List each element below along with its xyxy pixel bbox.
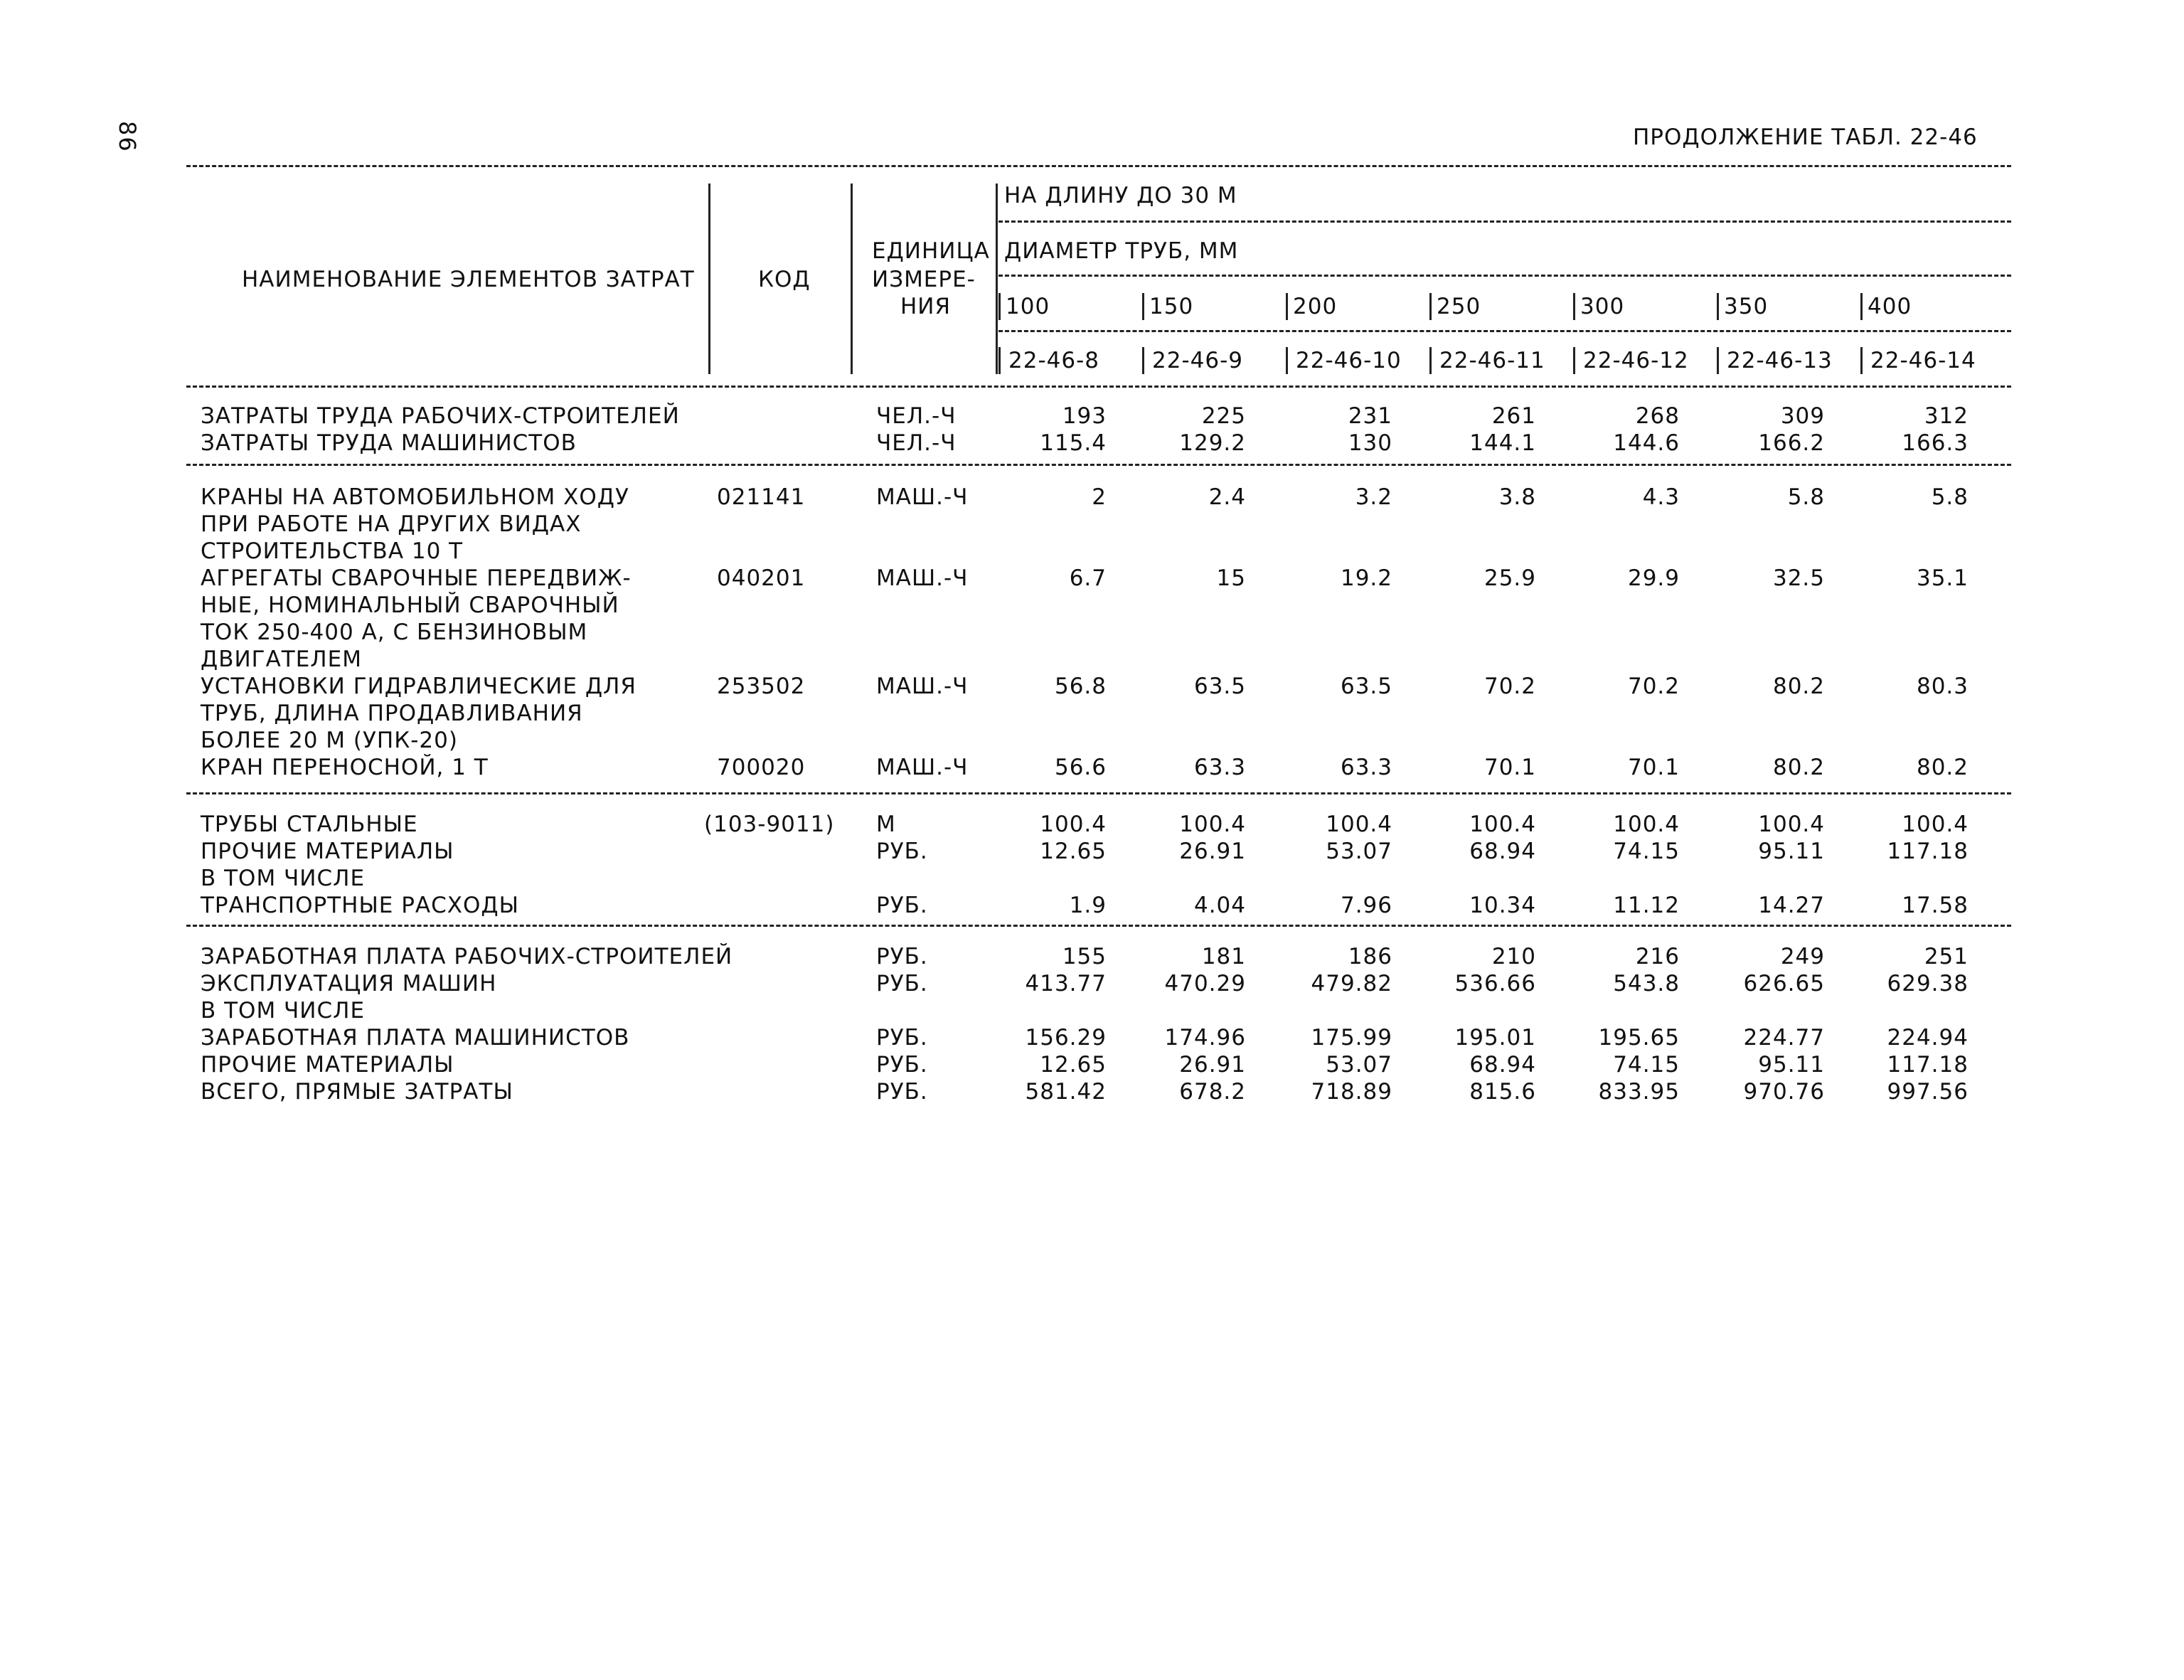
row-unit: М — [876, 812, 896, 837]
value-cell: 166.3 — [1902, 430, 1969, 456]
value-cell: 53.07 — [1326, 839, 1392, 864]
row-name: ВСЕГО, ПРЯМЫЕ ЗАТРАТЫ — [201, 1079, 513, 1105]
value-cell: 249 — [1780, 944, 1825, 969]
value-cell: 100.4 — [1326, 812, 1392, 837]
value-cell: 17.58 — [1902, 893, 1969, 918]
value-cell: 413.77 — [1025, 971, 1107, 996]
row-code: 040201 — [717, 565, 806, 591]
row-name: ПРОЧИЕ МАТЕРИАЛЫ — [201, 1052, 454, 1078]
value-cell: 2.4 — [1208, 484, 1246, 510]
value-cell: 95.11 — [1758, 1052, 1825, 1078]
value-cell: 100.4 — [1902, 812, 1969, 837]
value-cell: 195.01 — [1454, 1025, 1536, 1051]
value-cell: 80.3 — [1916, 674, 1969, 699]
row-unit: ЧЕЛ.-Ч — [876, 403, 957, 429]
row-name: ЗАТРАТЫ ТРУДА РАБОЧИХ-СТРОИТЕЛЕЙ — [201, 403, 680, 429]
value-cell: 181 — [1201, 944, 1246, 969]
row-unit: МАШ.-Ч — [876, 565, 969, 591]
value-cell: 186 — [1348, 944, 1392, 969]
column-separator — [1142, 293, 1144, 320]
row-name: В ТОМ ЧИСЛЕ — [201, 866, 366, 891]
value-cell: 815.6 — [1469, 1079, 1536, 1105]
diameter-label: 200 — [1293, 294, 1338, 319]
row-name: ЭКСПЛУАТАЦИЯ МАШИН — [201, 971, 497, 996]
row-name: ТРУБЫ СТАЛЬНЫЕ — [201, 812, 418, 837]
value-cell: 117.18 — [1887, 1052, 1969, 1078]
table-top-rule — [186, 165, 2011, 167]
value-cell: 225 — [1201, 403, 1246, 429]
row-name-line: СТРОИТЕЛЬСТВА 10 Т — [201, 538, 464, 564]
value-cell: 6.7 — [1069, 565, 1107, 591]
column-separator — [1142, 347, 1144, 374]
value-cell: 12.65 — [1040, 1052, 1107, 1078]
value-cell: 63.5 — [1340, 674, 1392, 699]
value-cell: 80.2 — [1772, 674, 1825, 699]
value-cell: 68.94 — [1469, 839, 1536, 864]
column-separator — [1717, 293, 1719, 320]
value-cell: 10.34 — [1469, 893, 1536, 918]
section-rule — [186, 925, 2011, 927]
value-cell: 130 — [1348, 430, 1392, 456]
row-code: 253502 — [717, 674, 806, 699]
column-separator — [1429, 347, 1432, 374]
value-cell: 1.9 — [1069, 893, 1107, 918]
value-cell: 63.3 — [1340, 755, 1392, 780]
value-cell: 7.96 — [1340, 893, 1392, 918]
value-cell: 19.2 — [1340, 565, 1392, 591]
column-separator — [1573, 347, 1575, 374]
value-cell: 29.9 — [1627, 565, 1680, 591]
row-unit: РУБ. — [876, 893, 928, 918]
value-cell: 309 — [1780, 403, 1825, 429]
diameter-label: 400 — [1868, 294, 1912, 319]
column-separator — [998, 293, 1001, 320]
value-cell: 833.95 — [1598, 1079, 1680, 1105]
value-cell: 53.07 — [1326, 1052, 1392, 1078]
row-unit: МАШ.-Ч — [876, 484, 969, 510]
value-cell: 115.4 — [1040, 430, 1107, 456]
value-cell: 479.82 — [1311, 971, 1392, 996]
column-code: 22-46-12 — [1583, 348, 1689, 373]
row-unit: ЧЕЛ.-Ч — [876, 430, 957, 456]
value-cell: 100.4 — [1613, 812, 1680, 837]
column-code: 22-46-14 — [1870, 348, 1976, 373]
value-cell: 11.12 — [1613, 893, 1680, 918]
row-unit: РУБ. — [876, 944, 928, 969]
value-cell: 129.2 — [1179, 430, 1246, 456]
row-name-line: НЫЕ, НОМИНАЛЬНЫЙ СВАРОЧНЫЙ — [201, 592, 619, 618]
row-name: В ТОМ ЧИСЛЕ — [201, 998, 366, 1024]
header-rule — [998, 275, 2011, 277]
row-name: ПРОЧИЕ МАТЕРИАЛЫ — [201, 839, 454, 864]
value-cell: 80.2 — [1772, 755, 1825, 780]
value-cell: 312 — [1924, 403, 1969, 429]
column-code: 22-46-11 — [1439, 348, 1545, 373]
header-separator — [708, 184, 710, 374]
header-code-column: КОД — [758, 267, 811, 292]
value-cell: 175.99 — [1311, 1025, 1392, 1051]
row-name-line: КРАН ПЕРЕНОСНОЙ, 1 Т — [201, 755, 489, 780]
value-cell: 100.4 — [1758, 812, 1825, 837]
value-cell: 174.96 — [1164, 1025, 1246, 1051]
diameter-label: 150 — [1149, 294, 1194, 319]
row-code: 700020 — [717, 755, 806, 780]
column-separator — [1429, 293, 1432, 320]
column-code: 22-46-8 — [1008, 348, 1099, 373]
value-cell: 970.76 — [1743, 1079, 1825, 1105]
header-bottom-rule — [186, 386, 2011, 388]
value-cell: 74.15 — [1613, 839, 1680, 864]
value-cell: 74.15 — [1613, 1052, 1680, 1078]
row-unit: РУБ. — [876, 839, 928, 864]
row-name-line: ПРИ РАБОТЕ НА ДРУГИХ ВИДАХ — [201, 511, 582, 537]
row-unit: РУБ. — [876, 1025, 928, 1051]
header-separator — [851, 184, 853, 374]
row-name-line: АГРЕГАТЫ СВАРОЧНЫЕ ПЕРЕДВИЖ- — [201, 565, 632, 591]
column-separator — [1860, 293, 1863, 320]
value-cell: 15 — [1216, 565, 1246, 591]
value-cell: 80.2 — [1916, 755, 1969, 780]
row-name-line: ДВИГАТЕЛЕМ — [201, 647, 362, 672]
value-cell: 70.1 — [1483, 755, 1536, 780]
value-cell: 14.27 — [1758, 893, 1825, 918]
row-unit: МАШ.-Ч — [876, 755, 969, 780]
value-cell: 70.2 — [1627, 674, 1680, 699]
value-cell: 26.91 — [1179, 1052, 1246, 1078]
value-cell: 12.65 — [1040, 839, 1107, 864]
row-name-line: ТРУБ, ДЛИНА ПРОДАВЛИВАНИЯ — [201, 701, 583, 726]
row-unit: РУБ. — [876, 1052, 928, 1078]
header-unit-line1: ЕДИНИЦА — [872, 238, 990, 264]
diameter-label: 350 — [1724, 294, 1769, 319]
column-code: 22-46-10 — [1296, 348, 1402, 373]
value-cell: 56.8 — [1054, 674, 1107, 699]
section-rule — [186, 464, 2011, 466]
value-cell: 536.66 — [1454, 971, 1536, 996]
value-cell: 626.65 — [1743, 971, 1825, 996]
row-code: 021141 — [717, 484, 806, 510]
header-rule — [998, 220, 2011, 223]
column-separator — [1860, 347, 1863, 374]
value-cell: 678.2 — [1179, 1079, 1246, 1105]
value-cell: 470.29 — [1164, 971, 1246, 996]
value-cell: 70.2 — [1483, 674, 1536, 699]
row-name: ЗАТРАТЫ ТРУДА МАШИНИСТОВ — [201, 430, 577, 456]
column-separator — [1286, 293, 1288, 320]
column-separator — [1717, 347, 1719, 374]
row-name: ТРАНСПОРТНЫЕ РАСХОДЫ — [201, 893, 519, 918]
value-cell: 100.4 — [1469, 812, 1536, 837]
row-name-line: БОЛЕЕ 20 М (УПК-20) — [201, 728, 458, 753]
value-cell: 718.89 — [1311, 1079, 1392, 1105]
value-cell: 2 — [1092, 484, 1107, 510]
value-cell: 117.18 — [1887, 839, 1969, 864]
value-cell: 35.1 — [1916, 565, 1969, 591]
value-cell: 3.2 — [1355, 484, 1392, 510]
value-cell: 193 — [1062, 403, 1107, 429]
row-unit: РУБ. — [876, 971, 928, 996]
value-cell: 166.2 — [1758, 430, 1825, 456]
page-number: 86 — [114, 121, 141, 153]
value-cell: 581.42 — [1025, 1079, 1107, 1105]
diameter-label: 100 — [1006, 294, 1050, 319]
value-cell: 5.8 — [1931, 484, 1969, 510]
value-cell: 70.1 — [1627, 755, 1680, 780]
header-length: НА ДЛИНУ ДО 30 М — [1004, 183, 1237, 208]
section-rule — [186, 792, 2011, 794]
value-cell: 100.4 — [1179, 812, 1246, 837]
value-cell: 997.56 — [1887, 1079, 1969, 1105]
column-code: 22-46-9 — [1152, 348, 1243, 373]
row-name-line: ТОК 250-400 А, С БЕНЗИНОВЫМ — [201, 620, 588, 645]
row-code: (103-9011) — [704, 812, 835, 837]
header-separator — [996, 184, 998, 374]
value-cell: 268 — [1635, 403, 1680, 429]
row-unit: РУБ. — [876, 1079, 928, 1105]
value-cell: 63.3 — [1193, 755, 1246, 780]
value-cell: 3.8 — [1498, 484, 1536, 510]
value-cell: 155 — [1062, 944, 1107, 969]
value-cell: 95.11 — [1758, 839, 1825, 864]
column-separator — [998, 347, 1001, 374]
value-cell: 156.29 — [1025, 1025, 1107, 1051]
value-cell: 261 — [1491, 403, 1536, 429]
value-cell: 100.4 — [1040, 812, 1107, 837]
value-cell: 25.9 — [1483, 565, 1536, 591]
value-cell: 231 — [1348, 403, 1392, 429]
continuation-caption: ПРОДОЛЖЕНИЕ ТАБЛ. 22-46 — [1633, 124, 1978, 150]
column-code: 22-46-13 — [1727, 348, 1833, 373]
value-cell: 210 — [1491, 944, 1536, 969]
row-name: ЗАРАБОТНАЯ ПЛАТА РАБОЧИХ-СТРОИТЕЛЕЙ — [201, 944, 733, 969]
value-cell: 224.94 — [1887, 1025, 1969, 1051]
column-separator — [1573, 293, 1575, 320]
column-separator — [1286, 347, 1288, 374]
value-cell: 224.77 — [1743, 1025, 1825, 1051]
header-unit-line2: ИЗМЕРЕ- — [872, 267, 976, 292]
value-cell: 26.91 — [1179, 839, 1246, 864]
value-cell: 32.5 — [1772, 565, 1825, 591]
value-cell: 68.94 — [1469, 1052, 1536, 1078]
value-cell: 5.8 — [1787, 484, 1825, 510]
value-cell: 543.8 — [1613, 971, 1680, 996]
diameter-label: 250 — [1437, 294, 1481, 319]
value-cell: 195.65 — [1598, 1025, 1680, 1051]
value-cell: 4.3 — [1642, 484, 1680, 510]
row-name-line: УСТАНОВКИ ГИДРАВЛИЧЕСКИЕ ДЛЯ — [201, 674, 636, 699]
header-diameter: ДИАМЕТР ТРУБ, ММ — [1004, 238, 1239, 264]
value-cell: 629.38 — [1887, 971, 1969, 996]
value-cell: 216 — [1635, 944, 1680, 969]
header-name-column: НАИМЕНОВАНИЕ ЭЛЕМЕНТОВ ЗАТРАТ — [242, 267, 695, 292]
value-cell: 144.6 — [1613, 430, 1680, 456]
row-unit: МАШ.-Ч — [876, 674, 969, 699]
value-cell: 63.5 — [1193, 674, 1246, 699]
row-name-line: КРАНЫ НА АВТОМОБИЛЬНОМ ХОДУ — [201, 484, 629, 510]
value-cell: 4.04 — [1193, 893, 1246, 918]
value-cell: 144.1 — [1469, 430, 1536, 456]
value-cell: 251 — [1924, 944, 1969, 969]
header-unit-line3: НИЯ — [900, 294, 952, 319]
diameter-label: 300 — [1580, 294, 1625, 319]
header-rule — [998, 330, 2011, 332]
row-name: ЗАРАБОТНАЯ ПЛАТА МАШИНИСТОВ — [201, 1025, 630, 1051]
value-cell: 56.6 — [1054, 755, 1107, 780]
